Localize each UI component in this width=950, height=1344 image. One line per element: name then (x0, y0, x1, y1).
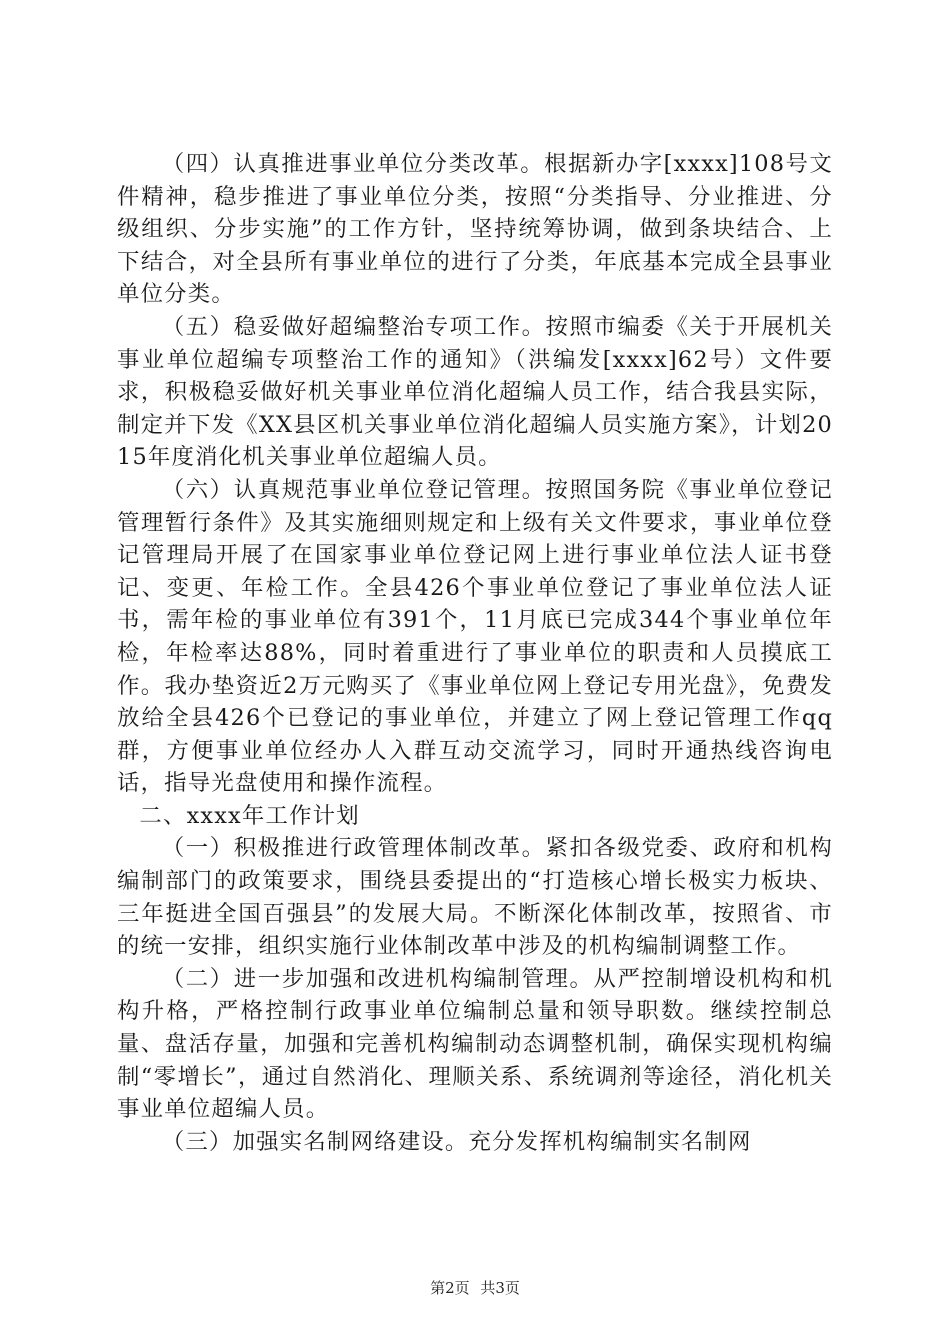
paragraph-plan-three: （三）加强实名制网络建设。充分发挥机构编制实名制网 (161, 1128, 752, 1155)
paragraph-four: （四）认真推进事业单位分类改革。根据新办字[xxxx]108号文件精神，稳步推进了事业单位分类，按照“分类指导、分业推进、分级组织、分步实施”的工作方针，坚持统筹协调，做到条块结合、上下结合，对全县所有事业单位的进行了分类，年底基本完成全县事业单位分类。 (117, 151, 833, 308)
paragraph-five: （五）稳妥做好超编整治专项工作。按照市编委《关于开展机关事业单位超编专项整治工作的通知》（洪编发[xxxx]62号）文件要求，积极稳妥做好机关事业单位消化超编人员工作，结合我县实际，制定并下发《XX县区机关事业单位消化超编人员实施方案》，计划2015年度消化机关事业单位超编人员。 (117, 313, 833, 471)
document-body (117, 148, 833, 1158)
page-number: 第2页 (430, 1279, 470, 1297)
page-total: 共3页 (480, 1279, 520, 1297)
section-heading-work-plan: 二、xxxx年工作计划 (139, 802, 360, 829)
paragraph-six: （六）认真规范事业单位登记管理。按照国务院《事业单位登记管理暂行条件》及其实施细则规定和上级有关文件要求，事业单位登记管理局开展了在国家事业单位登记网上进行事业单位法人证书登记、变更、年检工作。全县426个事业单位登记了事业单位法人证书，需年检的事业单位有391个，11月底已完成344个事业单位年检，年检率达88%，同时着重进行了事业单位的职责和人员摸底工作。我办垫资近2万元购买了《事业单位网上登记专用光盘》，免费发放给全县426个已登记的事业单位，并建立了网上登记管理工作qq群，方便事业单位经办人入群互动交流学习，同时开通热线咨询电话，指导光盘使用和操作流程。 (117, 476, 833, 797)
page-footer (0, 1278, 950, 1298)
paragraph-plan-two: （二）进一步加强和改进机构编制管理。从严控制增设机构和机构升格，严格控制行政事业单位编制总量和领导职数。继续控制总量、盘活存量，加强和完善机构编制动态调整机制，确保实现机构编制“零增长”，通过自然消化、理顺关系、系统调剂等途径，消化机关事业单位超编人员。 (117, 965, 833, 1123)
paragraph-plan-one: （一）积极推进行政管理体制改革。紧扣各级党委、政府和机构编制部门的政策要求，围绕县委提出的“打造核心增长极实力板块、三年挺进全国百强县”的发展大局。不断深化体制改革，按照省、市的统一安排，组织实施行业体制改革中涉及的机构编制调整工作。 (117, 835, 833, 960)
